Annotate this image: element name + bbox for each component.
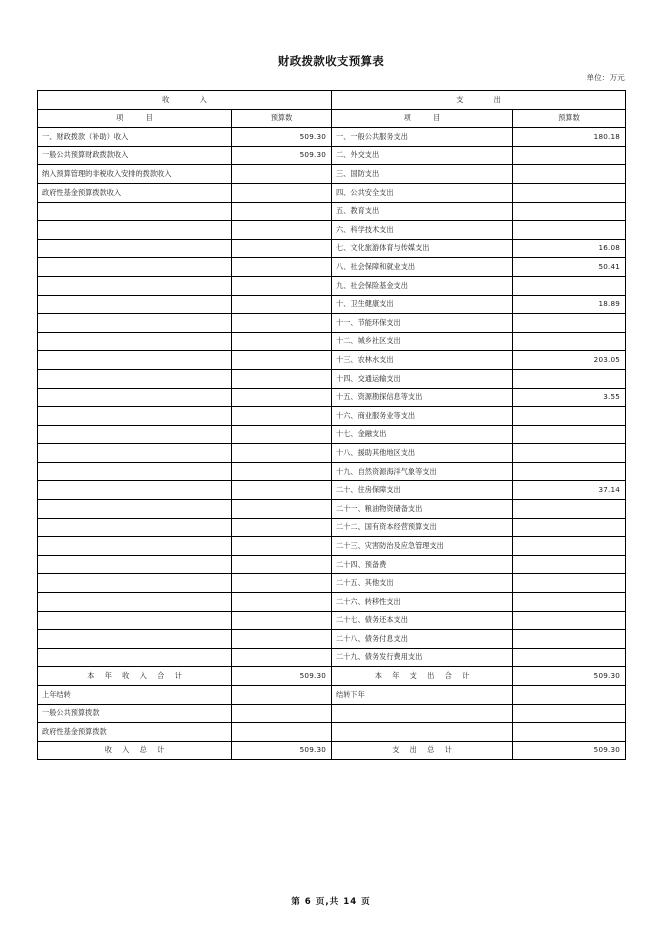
income-amount-value: 509.30 bbox=[232, 146, 332, 165]
income-amount-value bbox=[232, 202, 332, 221]
income-item-label bbox=[38, 537, 232, 556]
expense-amount-value: 16.08 bbox=[513, 239, 626, 258]
table-body bbox=[38, 128, 626, 760]
expense-amount-value: 509.30 bbox=[513, 741, 626, 760]
income-amount-value bbox=[232, 239, 332, 258]
expense-item-label: 九、社会保险基金支出 bbox=[332, 276, 513, 295]
column-header-income-item: 项 目 bbox=[38, 109, 232, 128]
expense-item-label: 八、社会保障和就业支出 bbox=[332, 258, 513, 277]
unit-label: 单位：万元 bbox=[586, 73, 625, 82]
income-amount-value bbox=[232, 648, 332, 667]
expense-amount-value bbox=[513, 574, 626, 593]
column-header-expense-item: 项 目 bbox=[332, 109, 513, 128]
expense-amount-value: 180.18 bbox=[513, 128, 626, 147]
income-amount-value bbox=[232, 611, 332, 630]
table-row bbox=[38, 183, 626, 202]
income-amount-value bbox=[232, 221, 332, 240]
expense-amount-value: 509.30 bbox=[513, 667, 626, 686]
expense-amount-value bbox=[513, 314, 626, 333]
income-amount-value bbox=[232, 704, 332, 723]
expense-amount-value: 18.89 bbox=[513, 295, 626, 314]
income-amount-value bbox=[232, 462, 332, 481]
income-amount-value bbox=[232, 425, 332, 444]
expense-item-label: 二十八、债务付息支出 bbox=[332, 630, 513, 649]
expense-item-label: 十二、城乡社区支出 bbox=[332, 332, 513, 351]
table-summary-row bbox=[38, 686, 626, 705]
table-row bbox=[38, 444, 626, 463]
table-row bbox=[38, 518, 626, 537]
table-row bbox=[38, 165, 626, 184]
income-amount-value bbox=[232, 332, 332, 351]
table-row bbox=[38, 593, 626, 612]
expense-item-label: 二十、住房保障支出 bbox=[332, 481, 513, 500]
income-amount-value bbox=[232, 555, 332, 574]
table-row bbox=[38, 407, 626, 426]
table-row bbox=[38, 202, 626, 221]
income-item-label bbox=[38, 500, 232, 519]
table-row bbox=[38, 332, 626, 351]
expense-amount-value bbox=[513, 146, 626, 165]
expense-item-label: 二十二、国有资本经营预算支出 bbox=[332, 518, 513, 537]
income-amount-value: 509.30 bbox=[232, 741, 332, 760]
expense-amount-value bbox=[513, 407, 626, 426]
expense-amount-value bbox=[513, 276, 626, 295]
expense-item-label: 二、外交支出 bbox=[332, 146, 513, 165]
expense-amount-value bbox=[513, 518, 626, 537]
expense-amount-value bbox=[513, 425, 626, 444]
table-row bbox=[38, 239, 626, 258]
table-row bbox=[38, 351, 626, 370]
income-amount-value bbox=[232, 574, 332, 593]
expense-amount-value bbox=[513, 648, 626, 667]
expense-item-label bbox=[332, 723, 513, 742]
table-summary-row bbox=[38, 723, 626, 742]
expense-amount-value bbox=[513, 704, 626, 723]
column-header-row bbox=[38, 109, 626, 128]
income-item-label bbox=[38, 593, 232, 612]
page-title: 财政拨款收支预算表 bbox=[277, 54, 385, 68]
expense-item-label: 三、国防支出 bbox=[332, 165, 513, 184]
income-item-label bbox=[38, 462, 232, 481]
income-amount-value bbox=[232, 295, 332, 314]
expense-amount-value: 50.41 bbox=[513, 258, 626, 277]
income-item-label: 一般公共预算财政拨款收入 bbox=[38, 146, 232, 165]
expense-amount-value bbox=[513, 611, 626, 630]
table-row bbox=[38, 295, 626, 314]
expense-item-label: 十三、农林水支出 bbox=[332, 351, 513, 370]
expense-item-label: 二十一、粮油物资储备支出 bbox=[332, 500, 513, 519]
income-item-label: 本 年 收 入 合 计 bbox=[38, 667, 232, 686]
table-row bbox=[38, 630, 626, 649]
expense-amount-value bbox=[513, 500, 626, 519]
expense-item-label: 本 年 支 出 合 计 bbox=[332, 667, 513, 686]
table-summary-row bbox=[38, 741, 626, 760]
income-amount-value: 509.30 bbox=[232, 128, 332, 147]
table-row bbox=[38, 146, 626, 165]
expense-amount-value bbox=[513, 332, 626, 351]
expense-item-label: 五、教育支出 bbox=[332, 202, 513, 221]
expense-amount-value bbox=[513, 462, 626, 481]
income-amount-value bbox=[232, 500, 332, 519]
expense-item-label: 二十五、其他支出 bbox=[332, 574, 513, 593]
income-item-label bbox=[38, 388, 232, 407]
expense-amount-value bbox=[513, 630, 626, 649]
income-item-label bbox=[38, 407, 232, 426]
group-header-expense: 支 出 bbox=[332, 91, 626, 110]
page-footer: 第 6 页,共 14 页 bbox=[291, 897, 371, 907]
income-item-label: 政府性基金预算拨款 bbox=[38, 723, 232, 742]
expense-amount-value: 37.14 bbox=[513, 481, 626, 500]
income-item-label bbox=[38, 444, 232, 463]
expense-item-label: 十一、节能环保支出 bbox=[332, 314, 513, 333]
expense-amount-value bbox=[513, 723, 626, 742]
income-item-label bbox=[38, 555, 232, 574]
table-summary-row bbox=[38, 667, 626, 686]
income-amount-value bbox=[232, 165, 332, 184]
income-amount-value bbox=[232, 537, 332, 556]
income-amount-value bbox=[232, 183, 332, 202]
expense-amount-value bbox=[513, 221, 626, 240]
budget-table bbox=[37, 90, 626, 760]
expense-item-label: 四、公共安全支出 bbox=[332, 183, 513, 202]
income-item-label: 政府性基金预算拨款收入 bbox=[38, 183, 232, 202]
expense-item-label: 十五、资源勘探信息等支出 bbox=[332, 388, 513, 407]
expense-item-label: 二十四、预备费 bbox=[332, 555, 513, 574]
income-item-label bbox=[38, 314, 232, 333]
expense-item-label: 支 出 总 计 bbox=[332, 741, 513, 760]
table-row bbox=[38, 388, 626, 407]
table-row bbox=[38, 128, 626, 147]
income-amount-value bbox=[232, 723, 332, 742]
expense-item-label: 十七、金融支出 bbox=[332, 425, 513, 444]
income-amount-value bbox=[232, 276, 332, 295]
income-item-label bbox=[38, 425, 232, 444]
income-item-label: 纳入预算管理的非税收入安排的拨款收入 bbox=[38, 165, 232, 184]
income-item-label bbox=[38, 351, 232, 370]
expense-item-label: 二十九、债务发行费用支出 bbox=[332, 648, 513, 667]
income-item-label: 上年结转 bbox=[38, 686, 232, 705]
expense-item-label: 二十三、灾害防治及应急管理支出 bbox=[332, 537, 513, 556]
expense-amount-value bbox=[513, 593, 626, 612]
expense-item-label: 二十七、债务还本支出 bbox=[332, 611, 513, 630]
expense-amount-value bbox=[513, 202, 626, 221]
group-header-row bbox=[38, 91, 626, 110]
table-row bbox=[38, 648, 626, 667]
income-item-label bbox=[38, 202, 232, 221]
expense-amount-value: 203.05 bbox=[513, 351, 626, 370]
expense-item-label: 六、科学技术支出 bbox=[332, 221, 513, 240]
group-header-income: 收 入 bbox=[38, 91, 332, 110]
income-amount-value bbox=[232, 369, 332, 388]
income-amount-value bbox=[232, 407, 332, 426]
expense-item-label bbox=[332, 704, 513, 723]
income-amount-value bbox=[232, 630, 332, 649]
expense-amount-value: 3.55 bbox=[513, 388, 626, 407]
income-item-label bbox=[38, 221, 232, 240]
expense-item-label: 十四、交通运输支出 bbox=[332, 369, 513, 388]
income-amount-value bbox=[232, 481, 332, 500]
income-amount-value bbox=[232, 388, 332, 407]
expense-item-label: 一、一般公共服务支出 bbox=[332, 128, 513, 147]
table-row bbox=[38, 555, 626, 574]
income-item-label bbox=[38, 611, 232, 630]
table-row bbox=[38, 462, 626, 481]
table-head bbox=[38, 91, 626, 128]
income-item-label bbox=[38, 648, 232, 667]
income-item-label bbox=[38, 481, 232, 500]
expense-amount-value bbox=[513, 183, 626, 202]
expense-item-label: 结转下年 bbox=[332, 686, 513, 705]
expense-amount-value bbox=[513, 537, 626, 556]
expense-amount-value bbox=[513, 369, 626, 388]
income-item-label bbox=[38, 276, 232, 295]
income-item-label bbox=[38, 574, 232, 593]
income-amount-value bbox=[232, 351, 332, 370]
income-item-label bbox=[38, 630, 232, 649]
table-summary-row bbox=[38, 704, 626, 723]
expense-item-label: 十六、商业服务业等支出 bbox=[332, 407, 513, 426]
income-amount-value bbox=[232, 314, 332, 333]
table-row bbox=[38, 314, 626, 333]
expense-item-label: 十、卫生健康支出 bbox=[332, 295, 513, 314]
expense-amount-value bbox=[513, 686, 626, 705]
expense-amount-value bbox=[513, 444, 626, 463]
income-amount-value bbox=[232, 593, 332, 612]
table-row bbox=[38, 425, 626, 444]
income-item-label: 收 入 总 计 bbox=[38, 741, 232, 760]
income-amount-value bbox=[232, 444, 332, 463]
table-row bbox=[38, 500, 626, 519]
expense-item-label: 七、文化旅游体育与传媒支出 bbox=[332, 239, 513, 258]
income-item-label: 一、财政拨款（补助）收入 bbox=[38, 128, 232, 147]
table-row bbox=[38, 221, 626, 240]
income-item-label: 一般公共预算拨款 bbox=[38, 704, 232, 723]
income-amount-value bbox=[232, 258, 332, 277]
income-item-label bbox=[38, 258, 232, 277]
income-item-label bbox=[38, 518, 232, 537]
expense-item-label: 十八、援助其他地区支出 bbox=[332, 444, 513, 463]
table-row bbox=[38, 537, 626, 556]
expense-item-label: 十九、自然资源海洋气象等支出 bbox=[332, 462, 513, 481]
table-row bbox=[38, 276, 626, 295]
table-row bbox=[38, 258, 626, 277]
income-item-label bbox=[38, 332, 232, 351]
income-item-label bbox=[38, 369, 232, 388]
expense-amount-value bbox=[513, 555, 626, 574]
column-header-income-amount: 预算数 bbox=[232, 109, 332, 128]
income-item-label bbox=[38, 239, 232, 258]
table-row bbox=[38, 611, 626, 630]
income-amount-value bbox=[232, 686, 332, 705]
income-amount-value bbox=[232, 518, 332, 537]
expense-amount-value bbox=[513, 165, 626, 184]
expense-item-label: 二十六、转移性支出 bbox=[332, 593, 513, 612]
income-amount-value: 509.30 bbox=[232, 667, 332, 686]
income-item-label bbox=[38, 295, 232, 314]
table-row bbox=[38, 369, 626, 388]
column-header-expense-amount: 预算数 bbox=[513, 109, 626, 128]
table-row bbox=[38, 574, 626, 593]
table-row bbox=[38, 481, 626, 500]
